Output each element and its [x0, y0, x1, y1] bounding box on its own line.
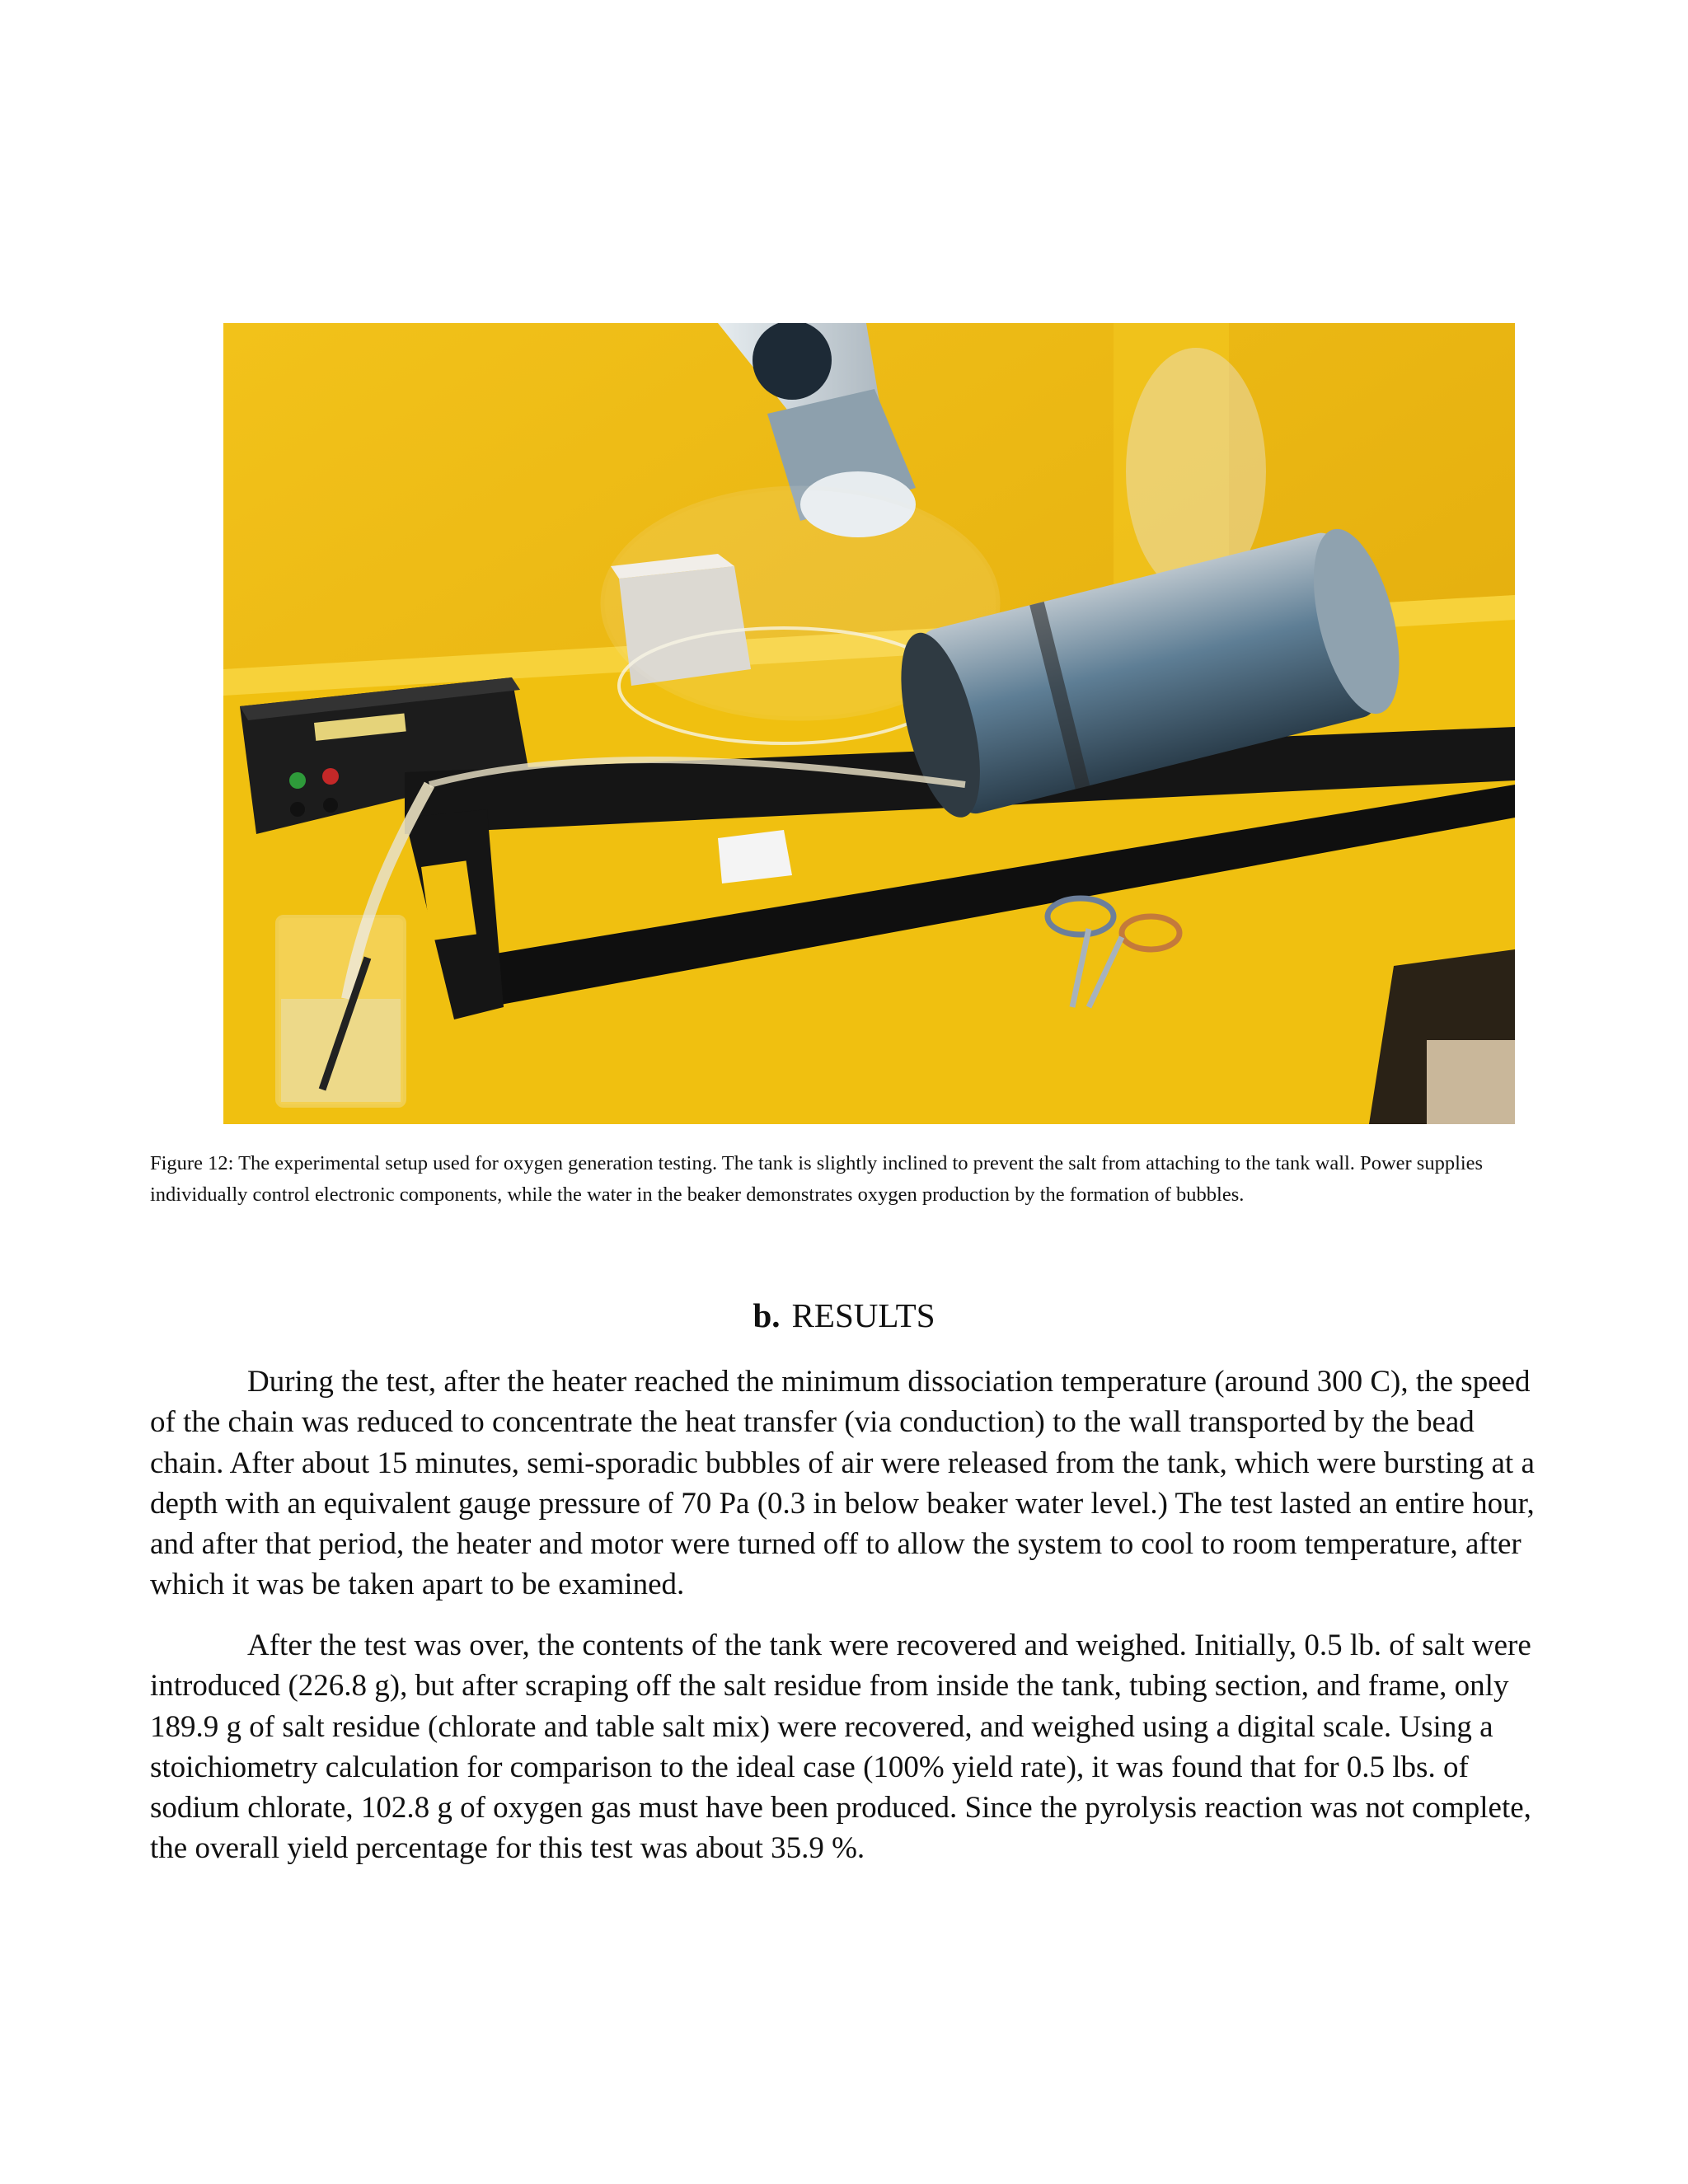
- body-paragraph: [150, 1625, 1543, 1869]
- experimental-setup-photo: [223, 323, 1515, 1124]
- figure-caption: Figure 12: The experimental setup used for oxygen generation testing. The tank is slightly inclined to prevent the salt from attaching to the tank wall. Power supplies individually control electronic components, while the water in the beaker demonstrates oxygen production by the formation of bubbles.: [150, 1152, 1484, 1206]
- section-heading: [0, 1294, 1688, 1337]
- section-title: RESULTS: [791, 1296, 935, 1334]
- body-paragraph: [150, 1361, 1543, 1605]
- paragraph-text: During the test, after the heater reached the minimum dissociation temperature (around 300 C), the speed of the chain was reduced to concentrate the heat transfer (via conduction) to the wall transported by the bead chain. After about 15 minutes, semi-sporadic bubbles of air were released from the tank, which were bursting at a depth with an equivalent gauge pressure of 70 Pa (0.3 in below beaker water level.) The test lasted an entire hour, and after that period, the heater and motor were turned off to allow the system to cool to room temperature, after which it was be taken apart to be examined.: [150, 1365, 1535, 1602]
- section-number: b.: [753, 1296, 781, 1334]
- paragraph-text: After the test was over, the contents of the tank were recovered and weighed. Initially, 0.5 lb. of salt were introduced (226.8 g), but after scraping off the salt residue from inside the tank, tubing section, and frame, only 189.9 g of salt residue (chlorate and table salt mix) were recovered, and weighed using a digital scale. Using a stoichiometry calculation for comparison to the ideal case (100% yield rate), it was found that for 0.5 lbs. of sodium chlorate, 102.8 g of oxygen gas must have been produced. Since the pyrolysis reaction was not complete, the overall yield percentage for this test was about 35.9 %.: [150, 1629, 1531, 1866]
